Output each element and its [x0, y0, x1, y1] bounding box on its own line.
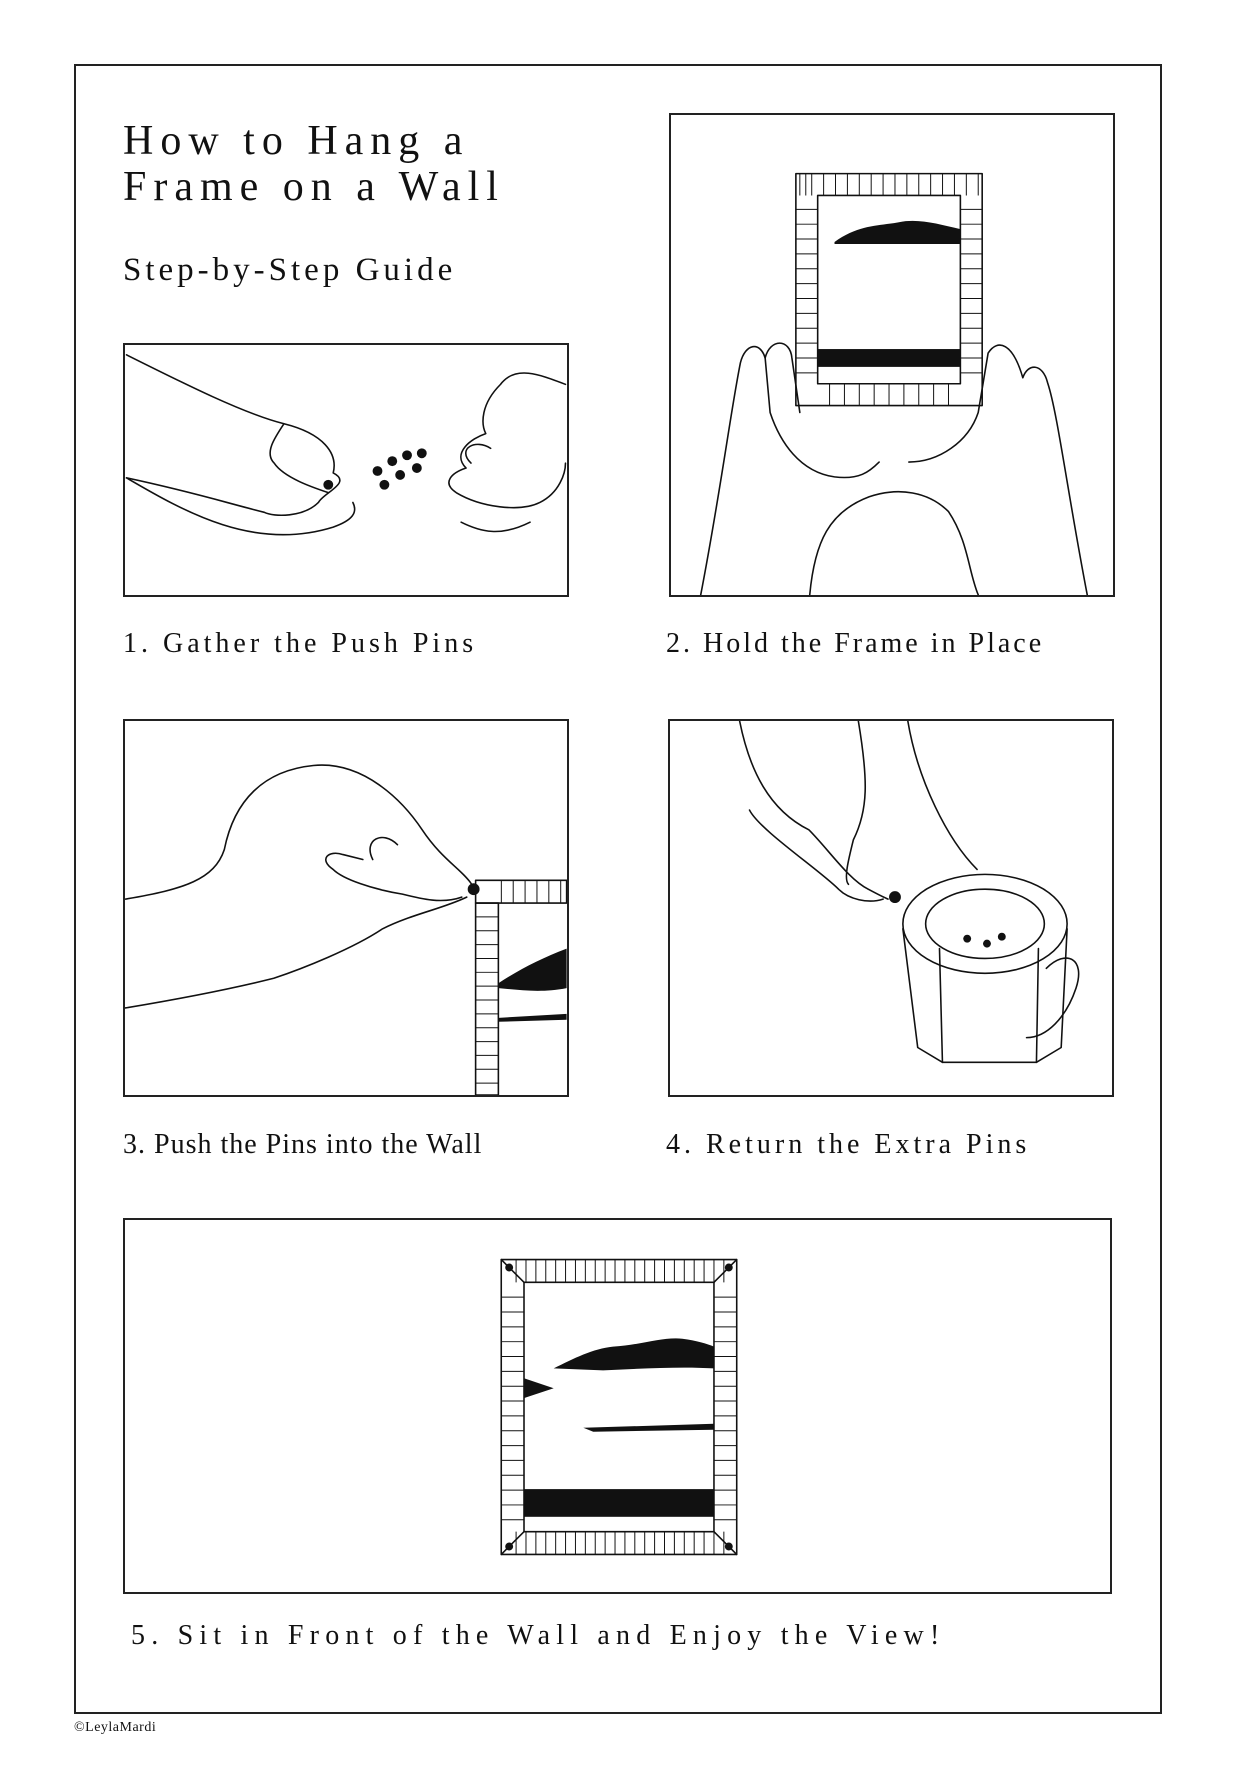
hand-returning-pins-to-jar-icon — [670, 721, 1112, 1095]
title-line-2: Frame on a Wall — [123, 164, 505, 210]
step-3-illustration — [123, 719, 569, 1097]
hand-pushing-pin-icon — [125, 721, 567, 1095]
step-4-caption: 4. Return the Extra Pins — [666, 1129, 1031, 1160]
step-1-illustration — [123, 343, 569, 597]
page-title — [123, 118, 505, 210]
copyright: ©LeylaMardi — [74, 1720, 157, 1735]
step-2-caption: 2. Hold the Frame in Place — [666, 628, 1045, 659]
step-1-caption: 1. Gather the Push Pins — [123, 628, 478, 659]
page-subtitle: Step-by-Step Guide — [123, 252, 457, 288]
step-4-illustration — [668, 719, 1114, 1097]
hands-holding-frame-icon — [671, 115, 1113, 595]
push-pin-icon — [889, 891, 901, 903]
title-line-1: How to Hang a — [123, 118, 470, 164]
step-5-caption: 5. Sit in Front of the Wall and Enjoy the View! — [131, 1620, 946, 1651]
step-2-illustration — [669, 113, 1115, 597]
push-pin-icon — [468, 883, 480, 895]
hanging-frame-icon — [125, 1220, 1110, 1592]
hands-gathering-pins-icon — [125, 345, 567, 595]
step-5-illustration — [123, 1218, 1112, 1594]
step-3-caption: 3. Push the Pins into the Wall — [123, 1129, 483, 1160]
